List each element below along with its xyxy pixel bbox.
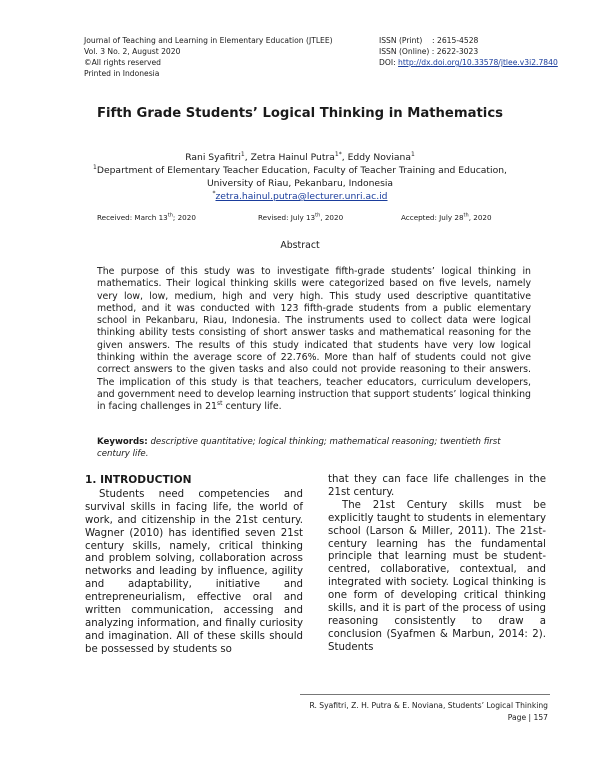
email-link[interactable]: zetra.hainul.putra@lecturer.unri.ac.id [215,191,388,202]
revised-text: Revised: July 13 [258,213,316,222]
issn-online: ISSN (Online) : 2622-3023 [379,47,479,56]
corresponding-mark: * [212,189,216,197]
accepted-text: Accepted: July 28 [401,213,464,222]
keywords-label: Keywords: [97,437,148,447]
section-heading: 1. INTRODUCTION [85,474,192,486]
author-name: Eddy Noviana [347,152,411,163]
journal-header-left [84,35,333,79]
abstract-body: The purpose of this study was to investigate fifth-grade students’ logical thinking in mathematics. Their logical thinking skills were categorized based on five levels, namely very low, low, medium, high and very high. This study used descriptive quantitative method, and it was conducted with 123 fifth-grade students from a public elementary school in Pekanbaru, Riau, Indonesia. The instruments used to collect data were logical thinking ability tests consisting of short answer tasks and mathematical reasoning for the given answers. The results of this study indicated that students have very low logical thinking within the average score of 22.76%. More than half of students could not give correct answers to the given tasks and also could not provide reasoning to their answers. The implication of this study is that teachers, teacher educators, curriculum developers, and government need to develop learning instruction that support students’ logical thinking in facing challenges in 21 [97,266,531,413]
doi-link[interactable]: http://dx.doi.org/10.33578/jtlee.v3i2.7840 [398,58,558,67]
paper-title: Fifth Grade Students’ Logical Thinking in Mathematics [96,106,503,121]
revised-year: , 2020 [320,213,344,222]
doi-label: DOI: [379,58,399,67]
copyright-notice: ©All rights reserved [84,58,161,67]
abstract-text [97,266,531,414]
abstract-sup: st [217,400,223,408]
doi-line [379,57,558,68]
journal-name: Journal of Teaching and Learning in Elementary Education (JTLEE) [84,36,333,45]
journal-volume: Vol. 3 No. 2, August 2020 [84,47,181,56]
received-year: ; 2020 [172,213,196,222]
author-separator: , [341,152,348,163]
author-separator: , [244,152,251,163]
accepted-year: , 2020 [468,213,492,222]
author-name: Zetra Hainul Putra [250,152,335,163]
author-sup: 1 [240,150,245,158]
email-line [0,190,600,203]
author-list [0,151,600,164]
abstract-heading: Abstract [280,240,320,251]
body-paragraph: that they can face life challenges in the 21st century. [328,474,546,498]
abstract-end: century life. [222,401,282,413]
keywords-block [97,436,531,460]
accepted-sup: th [463,212,469,219]
body-paragraph: The 21st Century skills must be explicitly taught to students in elementary school (Larson & Miller, 2011). The 21st-century learning has the fundamental principle that learning must be student-centred, collaborative, contextual, and integrated with society. Logical thinking is one form of developing critical thinking skills, and it is part of the process of using reasoning consistently to draw a conclusion (Syafmen & Marbun, 2014: 2). Students [328,499,546,653]
body-column-left [85,474,303,657]
footer-citation: R. Syafitri, Z. H. Putra & E. Noviana, Students’ Logical Thinking [309,701,548,710]
received-date [97,213,196,222]
page-number: Page | 157 [507,713,548,722]
body-paragraph: Students need competencies and survival skills in facing life, the world of work, and citizenship in the 21st century. Wagner (2010) has identified seven 21st century skills, namely, critical thinking and problem solving, collaboration across networks and leading by influence, agility and adaptability, initiative and entrepreneurialism, effective oral and written communication, accessing and analyzing information, and finally curiosity and imagination. All of these skills should be possessed by students so [85,488,303,655]
issn-print: ISSN (Print) : 2615-4528 [379,36,479,45]
accepted-date [401,213,492,222]
footer-divider [300,694,550,695]
printed-notice: Printed in Indonesia [84,69,160,78]
received-text: Received: March 13 [97,213,168,222]
revised-sup: th [315,212,321,219]
revised-date [258,213,343,222]
received-sup: th [167,212,173,219]
affiliation [0,164,600,177]
affiliation-sup: 1 [93,163,97,171]
affiliation-line2: University of Riau, Pekanbaru, Indonesia [206,178,394,189]
affiliation-text: Department of Elementary Teacher Education, Faculty of Teacher Training and Education, [96,165,507,176]
journal-header-right [379,35,558,68]
author-sup: 1* [334,150,342,158]
author-block [0,151,600,203]
keywords-text: descriptive quantitative; logical thinking; mathematical reasoning; twentieth first century life. [97,437,501,459]
author-name: Rani Syafitri [185,152,241,163]
page-footer [309,700,548,724]
body-column-right [328,474,546,655]
author-sup: 1 [410,150,415,158]
